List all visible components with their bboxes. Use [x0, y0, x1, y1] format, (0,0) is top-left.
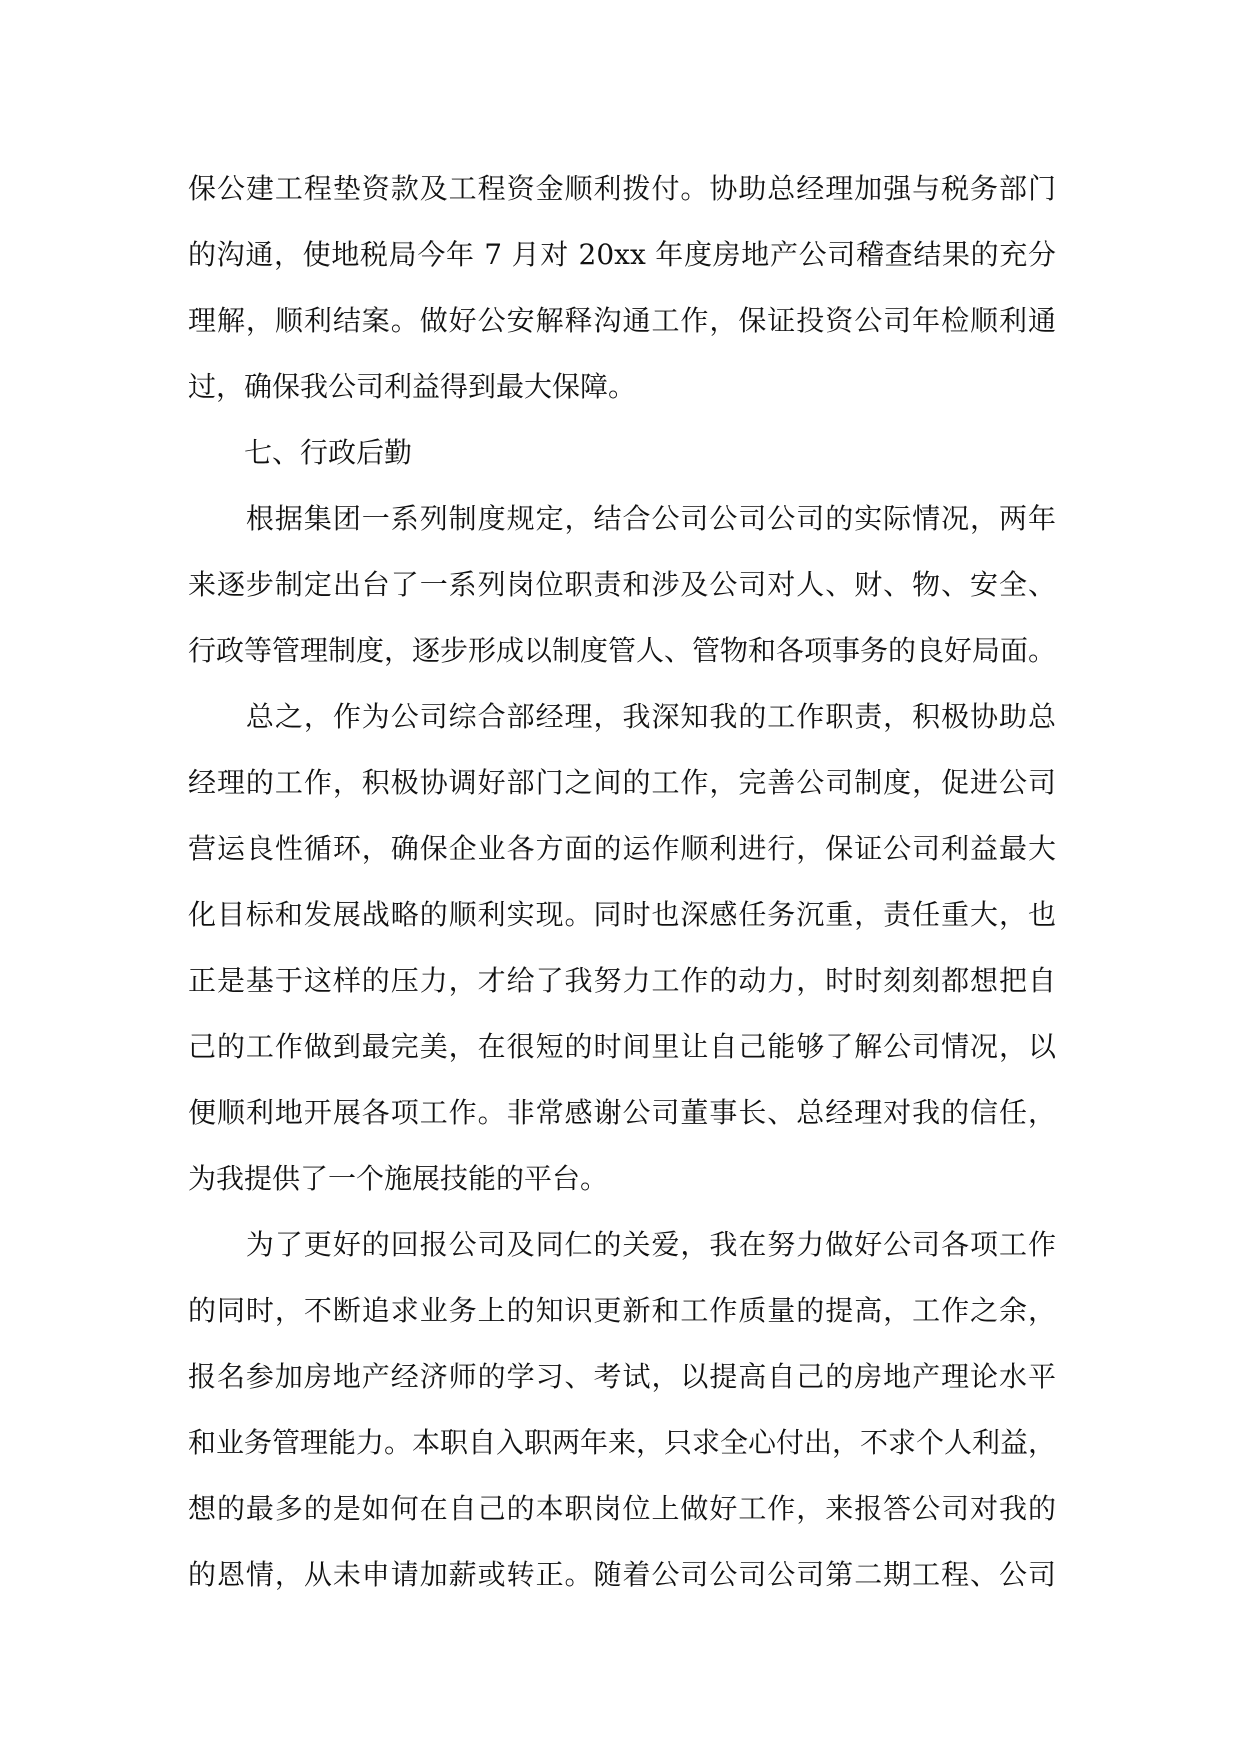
document-body — [188, 156, 1056, 1608]
paragraph-4-line-6: 己的工作做到最完美，在很短的时间里让自己能够了解公司情况，以 — [188, 1030, 1056, 1063]
section-heading: 七、行政后勤 — [188, 436, 413, 469]
paragraph-5-line-2: 的同时，不断追求业务上的知识更新和工作质量的提高，工作之余， — [188, 1294, 1056, 1327]
paragraph-4-line-8: 为我提供了一个施展技能的平台。 — [188, 1162, 609, 1195]
paragraph-5-line-4: 和业务管理能力。本职自入职两年来，只求全心付出，不求个人利益， — [188, 1426, 1057, 1459]
paragraph-5-line-5: 想的最多的是如何在自己的本职岗位上做好工作，来报答公司对我的 — [188, 1492, 1056, 1525]
paragraph-4-line-5: 正是基于这样的压力，才给了我努力工作的动力，时时刻刻都想把自 — [188, 964, 1056, 997]
paragraph-3-line-3: 行政等管理制度，逐步形成以制度管人、管物和各项事务的良好局面。 — [188, 634, 1057, 667]
paragraph-1-line-4: 过，确保我公司利益得到最大保障。 — [188, 370, 637, 403]
paragraph-1-line-2: 的沟通，使地税局今年 7 月对 20xx 年度房地产公司稽查结果的充分 — [188, 238, 1056, 271]
paragraph-5-line-6: 的恩情，从未申请加薪或转正。随着公司公司公司第二期工程、公司 — [188, 1558, 1056, 1591]
paragraph-3-line-2: 来逐步制定出台了一系列岗位职责和涉及公司对人、财、物、安全、 — [188, 568, 1056, 601]
paragraph-1-line-3: 理解，顺利结案。做好公安解释沟通工作，保证投资公司年检顺利通 — [188, 304, 1056, 337]
paragraph-5-line-3: 报名参加房地产经济师的学习、考试，以提高自己的房地产理论水平 — [188, 1360, 1056, 1393]
paragraph-1-line-1: 保公建工程垫资款及工程资金顺利拨付。协助总经理加强与税务部门 — [188, 172, 1056, 205]
paragraph-4-line-7: 便顺利地开展各项工作。非常感谢公司董事长、总经理对我的信任， — [188, 1096, 1056, 1129]
paragraph-4-line-2: 经理的工作，积极协调好部门之间的工作，完善公司制度，促进公司 — [188, 766, 1056, 799]
paragraph-3-line-1: 根据集团一系列制度规定，结合公司公司公司的实际情况，两年 — [188, 502, 1056, 535]
paragraph-4-line-1: 总之，作为公司综合部经理，我深知我的工作职责，积极协助总 — [188, 700, 1056, 733]
paragraph-4-line-3: 营运良性循环，确保企业各方面的运作顺利进行，保证公司利益最大 — [188, 832, 1056, 865]
paragraph-5-line-1: 为了更好的回报公司及同仁的关爱，我在努力做好公司各项工作 — [188, 1228, 1056, 1261]
paragraph-4-line-4: 化目标和发展战略的顺利实现。同时也深感任务沉重，责任重大，也 — [188, 898, 1056, 931]
